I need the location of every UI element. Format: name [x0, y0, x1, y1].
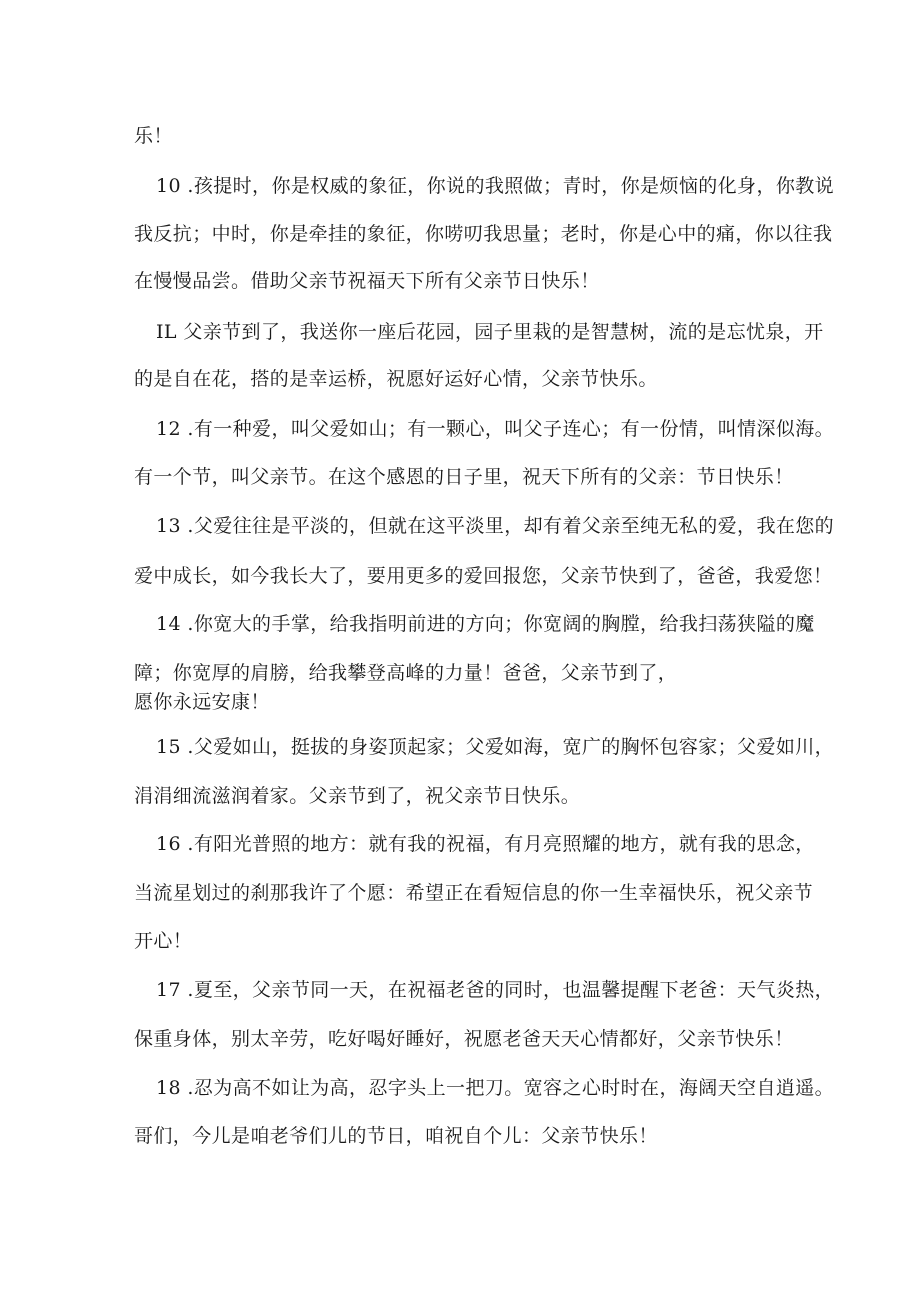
- paragraph-17-line-1: 17 .夏至，父亲节同一天，在祝福老爸的同时，也温馨提醒下老爸：天气炎热，: [156, 979, 835, 1001]
- paragraph-10-line-2: 我反抗；中时，你是牵挂的象征，你唠叨我思量；老时，你是心中的痛，你以往我: [134, 223, 833, 245]
- paragraph-16-line-1: 16 .有阳光普照的地方：就有我的祝福，有月亮照耀的地方，就有我的思念，: [156, 833, 815, 855]
- paragraph-10-line-1: 10 .孩提时，你是权威的象征，你说的我照做；青时，你是烦恼的化身，你教说: [156, 175, 835, 197]
- paragraph-18-line-2: 哥们，今儿是咱老爷们儿的节日，咱祝自个儿：父亲节快乐！: [134, 1125, 658, 1147]
- paragraph-15-line-1: 15 .父爱如山，挺拔的身姿顶起家；父爱如海，宽广的胸怀包容家；父爱如川，: [156, 736, 835, 758]
- paragraph-13-line-2: 爱中成长，如今我长大了，要用更多的爱回报您，父亲节快到了，爸爸，我爱您！: [134, 565, 833, 587]
- paragraph-12-line-1: 12 .有一种爱，叫父爱如山；有一颗心，叫父子连心；有一份情，叫情深似海。: [156, 418, 835, 440]
- paragraph-15-line-2: 涓涓细流滋润着家。父亲节到了，祝父亲节日快乐。: [134, 785, 581, 807]
- paragraph-14-line-3: 愿你永远安康！: [134, 691, 270, 713]
- paragraph-16-line-3: 开心！: [134, 930, 193, 952]
- paragraph-12-line-2: 有一个节，叫父亲节。在这个感恩的日子里，祝天下所有的父亲：节日快乐！: [134, 466, 794, 488]
- paragraph-17-line-2: 保重身体，别太辛劳，吃好喝好睡好，祝愿老爸天天心情都好，父亲节快乐！: [134, 1028, 794, 1050]
- paragraph-14-line-2: 障；你宽厚的肩膀，给我攀登高峰的力量！爸爸，父亲节到了，: [134, 662, 678, 684]
- paragraph-14-line-1: 14 .你宽大的手掌，给我指明前进的方向；你宽阔的胸膛，给我扫荡狭隘的魔: [156, 613, 815, 635]
- paragraph-18-line-1: 18 .忍为高不如让为高，忍字头上一把刀。宽容之心时时在，海阔天空自逍遥。: [156, 1077, 835, 1099]
- paragraph-10-line-3: 在慢慢品尝。借助父亲节祝福天下所有父亲节日快乐！: [134, 270, 600, 292]
- paragraph-11-line-1: IL 父亲节到了，我送你一座后花园，园子里栽的是智慧树，流的是忘忧泉，开: [156, 321, 824, 343]
- paragraph-11-line-2: 的是自在花，搭的是幸运桥，祝愿好运好心情，父亲节快乐。: [134, 368, 658, 390]
- paragraph-16-line-2: 当流星划过的刹那我许了个愿：希望正在看短信息的你一生幸福快乐，祝父亲节: [134, 882, 814, 904]
- text-line: 乐！: [134, 125, 173, 147]
- paragraph-13-line-1: 13 .父爱往往是平淡的，但就在这平淡里，却有着父亲至纯无私的爱，我在您的: [156, 515, 835, 537]
